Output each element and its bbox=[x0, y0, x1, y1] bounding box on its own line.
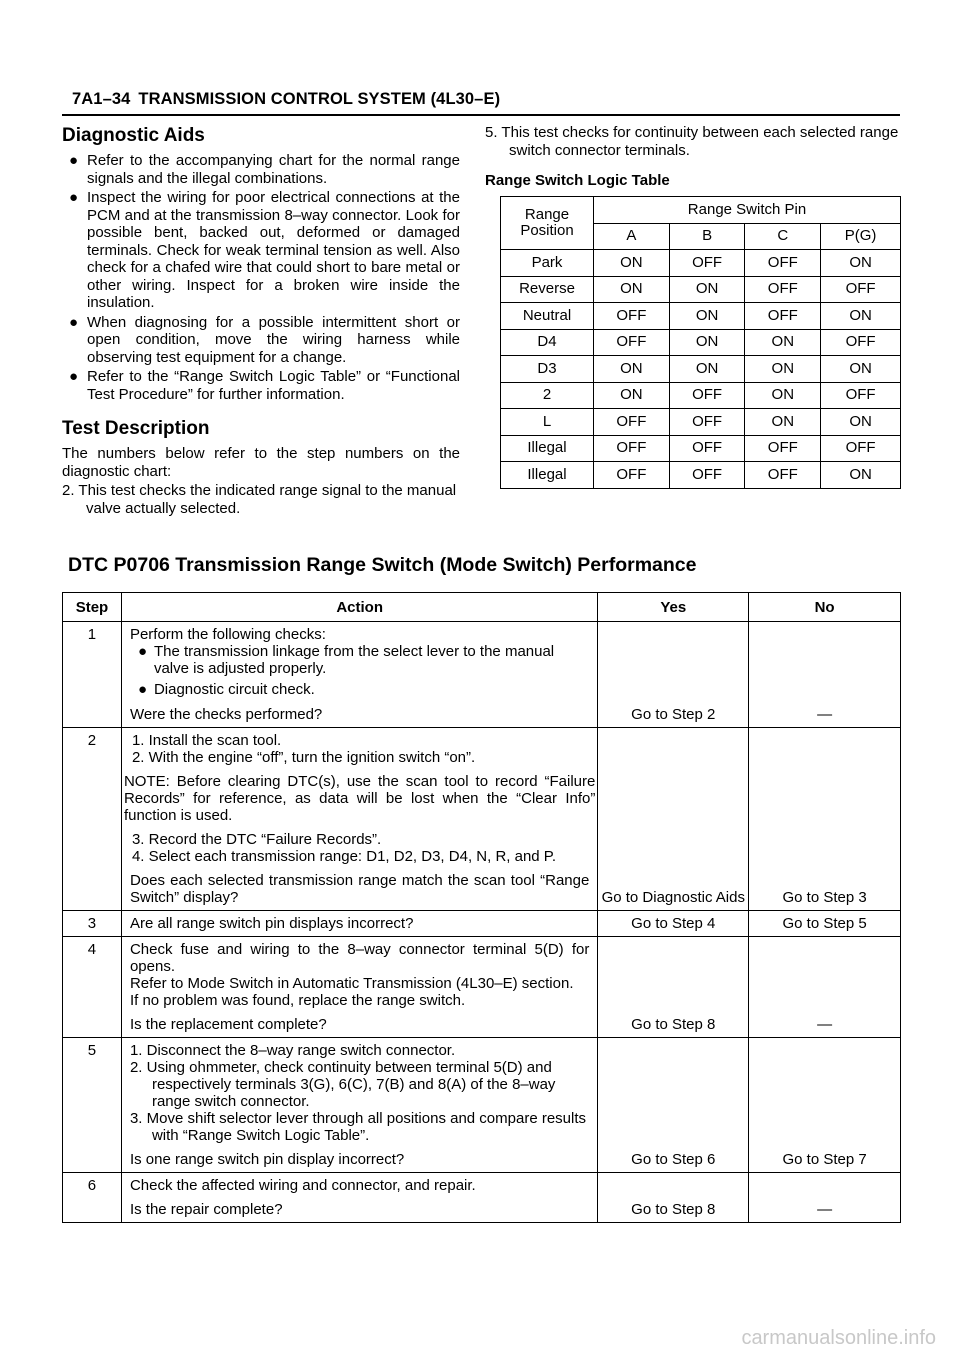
range-position-cell: Illegal bbox=[501, 435, 594, 462]
pin-state-cell: OFF bbox=[594, 462, 670, 489]
logic-table-body bbox=[501, 250, 901, 489]
pin-state-cell: ON bbox=[745, 409, 821, 436]
pin-state-cell: ON bbox=[821, 462, 901, 489]
no-result: — bbox=[749, 937, 901, 1038]
column-header-step: Step bbox=[63, 593, 122, 622]
test-note-2: 2. This test checks the indicated range signal to the manual valve actually selected. bbox=[62, 482, 457, 517]
pin-state-cell: ON bbox=[669, 329, 745, 356]
no-result: Go to Step 7 bbox=[749, 1038, 901, 1173]
step-action: 1. Install the scan tool. 2. With the engine “off”, turn the ignition switch “on”. NOTE: Before clearing DTC(s), use the scan tool to record “Failure Records” for reference, as data will be lost when the “Clear Info” function is used. 3. Record the DTC “Failure Records”. 4. Select each transmission range: D1, D2, D3, D4, N, R, and P. Does each selected transmission range match the scan tool “Range Switch” display? bbox=[121, 728, 597, 911]
range-switch-logic-table bbox=[500, 196, 901, 489]
pin-state-cell: ON bbox=[745, 356, 821, 383]
pin-state-cell: ON bbox=[745, 382, 821, 409]
range-position-cell: 2 bbox=[501, 382, 594, 409]
table-row bbox=[63, 911, 901, 937]
pin-state-cell: OFF bbox=[821, 276, 901, 303]
range-position-header: Range Position bbox=[501, 197, 594, 250]
table-row bbox=[501, 356, 901, 383]
pin-state-cell: ON bbox=[821, 303, 901, 330]
yes-result: Go to Step 8 bbox=[598, 1173, 749, 1223]
step-question: Are all range switch pin displays incorrect? bbox=[129, 915, 414, 932]
pin-state-cell: OFF bbox=[594, 303, 670, 330]
bullet-icon: ● bbox=[69, 189, 79, 206]
pin-state-cell: OFF bbox=[669, 435, 745, 462]
step-number: 5 bbox=[63, 1038, 122, 1173]
range-position-cell: L bbox=[501, 409, 594, 436]
list-item: ● Diagnostic circuit check. bbox=[137, 681, 315, 698]
table-row bbox=[63, 1038, 901, 1173]
pin-state-cell: OFF bbox=[594, 435, 670, 462]
pin-state-cell: OFF bbox=[669, 462, 745, 489]
test-description-intro: The numbers below refer to the step numbers on the diagnostic chart: bbox=[62, 445, 460, 480]
step-action: 1. Disconnect the 8–way range switch connector. 2. Using ohmmeter, check continuity between terminal 5(D) and respectively terminals 3(G), 6(C), 7(B) and 8(A) of the 8–way range switch connector. 3. Move shift selector lever through all positions and compare results with “Range Switch Logic Table”. Is one range switch pin display incorrect? bbox=[121, 1038, 597, 1173]
yes-result: Go to Step 8 bbox=[598, 937, 749, 1038]
test-note-5: 5. This test checks for continuity between each selected range switch connector terminals. bbox=[485, 124, 899, 159]
pin-state-cell: ON bbox=[669, 276, 745, 303]
pin-state-cell: OFF bbox=[669, 250, 745, 277]
step-note: NOTE: Before clearing DTC(s), use the scan tool to record “Failure Records” for reference, as data will be lost when the “Clear Info” function is used. bbox=[123, 773, 596, 824]
table-row bbox=[63, 622, 901, 728]
bullet-icon: ● bbox=[137, 681, 148, 698]
no-result: Go to Step 3 bbox=[749, 728, 901, 911]
table-row bbox=[501, 276, 901, 303]
pin-state-cell: ON bbox=[594, 276, 670, 303]
pin-state-cell: OFF bbox=[821, 382, 901, 409]
range-position-cell: Park bbox=[501, 250, 594, 277]
pin-state-cell: ON bbox=[594, 382, 670, 409]
pin-state-cell: ON bbox=[669, 356, 745, 383]
list-item: ● Inspect the wiring for poor electrical connections at the PCM and at the transmission 8–way connector. Look for possible bent, backed out, deformed or damaged terminals. Check for weak terminal tension as well. Also check for a chafed wire that could short to bare metal or other wiring. Inspect for a broken wire inside the insulation. bbox=[69, 189, 460, 311]
pin-state-cell: ON bbox=[821, 356, 901, 383]
pin-state-cell: ON bbox=[821, 250, 901, 277]
no-result: — bbox=[749, 622, 901, 728]
step-question: Is the replacement complete? bbox=[129, 1016, 327, 1033]
step-number: 6 bbox=[63, 1173, 122, 1223]
no-result: Go to Step 5 bbox=[749, 911, 901, 937]
left-column bbox=[62, 124, 460, 517]
column-header-no: No bbox=[749, 593, 901, 622]
step-question: Is one range switch pin display incorrect? bbox=[129, 1151, 405, 1168]
pin-state-cell: OFF bbox=[745, 250, 821, 277]
range-switch-pin-header: Range Switch Pin bbox=[594, 197, 901, 224]
table-row bbox=[501, 435, 901, 462]
pin-state-cell: ON bbox=[745, 329, 821, 356]
column-header-yes: Yes bbox=[598, 593, 749, 622]
list-item: ● The transmission linkage from the select lever to the manual valve is adjusted properly. bbox=[137, 643, 555, 677]
range-position-cell: Illegal bbox=[501, 462, 594, 489]
range-position-cell: D4 bbox=[501, 329, 594, 356]
page-header bbox=[72, 90, 500, 109]
section-title: TRANSMISSION CONTROL SYSTEM (4L30–E) bbox=[138, 90, 501, 108]
bullet-icon: ● bbox=[69, 368, 79, 385]
diagnostic-aids-heading: Diagnostic Aids bbox=[62, 125, 205, 146]
pin-header-a: A bbox=[594, 223, 670, 250]
pin-header-pg: P(G) bbox=[821, 223, 901, 250]
range-position-cell: Neutral bbox=[501, 303, 594, 330]
list-item: ● Refer to the “Range Switch Logic Table” or “Functional Test Procedure” for further information. bbox=[69, 368, 460, 403]
pin-state-cell: OFF bbox=[745, 462, 821, 489]
pin-state-cell: ON bbox=[594, 356, 670, 383]
pin-state-cell: OFF bbox=[745, 303, 821, 330]
pin-header-b: B bbox=[669, 223, 745, 250]
pin-state-cell: ON bbox=[594, 250, 670, 277]
table-row bbox=[63, 728, 901, 911]
yes-result: Go to Step 2 bbox=[598, 622, 749, 728]
pin-state-cell: OFF bbox=[745, 276, 821, 303]
pin-state-cell: OFF bbox=[821, 329, 901, 356]
pin-state-cell: ON bbox=[669, 303, 745, 330]
list-item: ● When diagnosing for a possible intermittent short or open condition, move the wiring harness while observing test equipment for a change. bbox=[69, 313, 460, 366]
range-position-cell: D3 bbox=[501, 356, 594, 383]
test-description-heading: Test Description bbox=[62, 418, 210, 439]
yes-result: Go to Step 6 bbox=[598, 1038, 749, 1173]
no-result: — bbox=[749, 1173, 901, 1223]
watermark: carmanualsonline.info bbox=[741, 1327, 936, 1349]
table-row bbox=[501, 303, 901, 330]
column-header-action: Action bbox=[121, 593, 597, 622]
range-position-cell: Reverse bbox=[501, 276, 594, 303]
step-number: 4 bbox=[63, 937, 122, 1038]
pin-state-cell: OFF bbox=[594, 409, 670, 436]
yes-result: Go to Step 4 bbox=[598, 911, 749, 937]
step-action bbox=[121, 911, 597, 937]
step-number: 1 bbox=[63, 622, 122, 728]
dtc-title: DTC P0706 Transmission Range Switch (Mode Switch) Performance bbox=[68, 554, 697, 576]
diagnostic-aids-list bbox=[62, 152, 460, 403]
bullet-icon: ● bbox=[137, 643, 148, 660]
pin-header-c: C bbox=[745, 223, 821, 250]
yes-result: Go to Diagnostic Aids bbox=[598, 728, 749, 911]
header-rule bbox=[62, 114, 900, 116]
step-question: Does each selected transmission range match the scan tool “Range Switch” display? bbox=[129, 872, 590, 906]
logic-table-title: Range Switch Logic Table bbox=[485, 172, 670, 189]
table-row bbox=[63, 1173, 901, 1223]
pin-state-cell: OFF bbox=[669, 382, 745, 409]
table-row bbox=[63, 937, 901, 1038]
table-row bbox=[501, 250, 901, 277]
diagnostic-table bbox=[62, 592, 901, 1223]
bullet-icon: ● bbox=[69, 313, 79, 331]
pin-state-cell: OFF bbox=[821, 435, 901, 462]
step-action: Check the affected wiring and connector, and repair. Is the repair complete? bbox=[121, 1173, 597, 1223]
table-row bbox=[501, 462, 901, 489]
page-number: 7A1–34 bbox=[72, 90, 131, 108]
table-row bbox=[501, 409, 901, 436]
step-action: Check fuse and wiring to the 8–way connector terminal 5(D) for opens. Refer to Mode Switch in Automatic Transmission (4L30–E) section. If no problem was found, replace the range switch. Is the replacement complete? bbox=[121, 937, 597, 1038]
right-column bbox=[485, 124, 905, 190]
pin-state-cell: OFF bbox=[669, 409, 745, 436]
table-row bbox=[501, 329, 901, 356]
pin-state-cell: OFF bbox=[745, 435, 821, 462]
table-row bbox=[501, 382, 901, 409]
step-question: Were the checks performed? bbox=[129, 706, 323, 723]
list-item: ● Refer to the accompanying chart for the normal range signals and the illegal combinations. bbox=[69, 152, 460, 187]
step-action: Perform the following checks: ● The transmission linkage from the select lever to the manual valve is adjusted properly. ● Diagnostic circuit check. Were the checks performed? bbox=[121, 622, 597, 728]
table-header-row bbox=[63, 593, 901, 622]
bullet-icon: ● bbox=[69, 152, 79, 169]
pin-state-cell: OFF bbox=[594, 329, 670, 356]
step-number: 3 bbox=[63, 911, 122, 937]
step-number: 2 bbox=[63, 728, 122, 911]
pin-state-cell: ON bbox=[821, 409, 901, 436]
step-question: Is the repair complete? bbox=[129, 1201, 283, 1218]
